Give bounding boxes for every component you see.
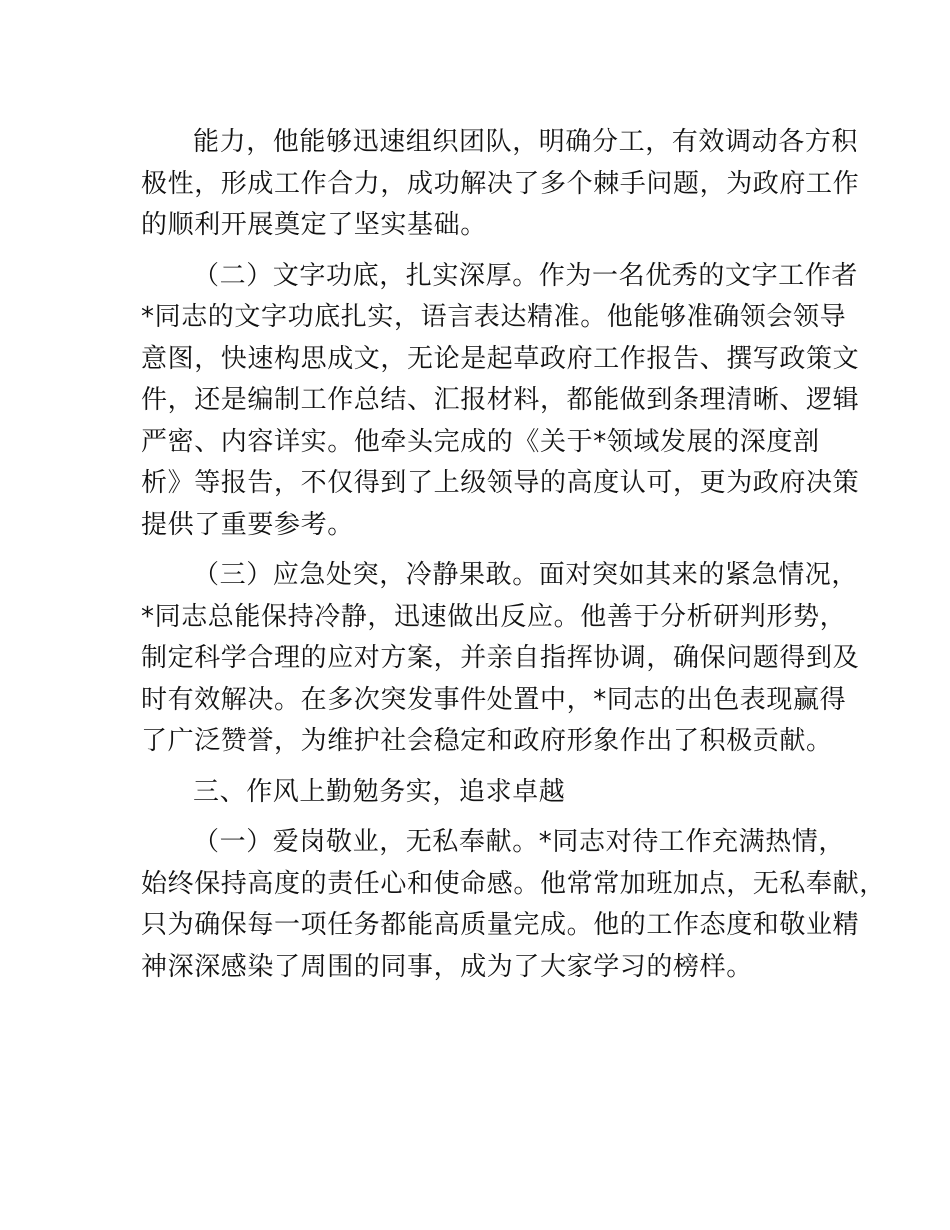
section-heading-text: 三、作风上勤勉务实，追求卓越 [193, 776, 566, 807]
subsection-heading-line: （三）应急处突，冷静果敢。面对突如其来的紧急情况， [193, 560, 859, 590]
text-line: 的顺利开展奠定了坚实基础。 [141, 210, 487, 240]
text-line: 严密、内容详实。他牵头完成的《关于*领域发展的深度剖 [141, 426, 820, 457]
text-line: 极性，形成工作合力，成功解决了多个棘手问题，为政府工作 [141, 168, 860, 199]
text-line: 析》等报告，不仅得到了上级领导的高度认可，更为政府决策 [141, 468, 860, 498]
subsection-heading-line: （二）文字功底，扎实深厚。作为一名优秀的文字工作者 [193, 260, 859, 291]
text-line: 意图，快速构思成文，无论是起草政府工作报告、撰写政策文 [141, 343, 860, 374]
text-line: 只为确保每一项任务都能高质量完成。他的工作态度和敬业精 [141, 910, 860, 940]
text-line: 始终保持高度的责任心和使命感。他常常加班加点，无私奉献， [141, 868, 886, 899]
text-line: 能力，他能够迅速组织团队，明确分工，有效调动各方积 [193, 127, 859, 157]
paragraph-ability [141, 122, 860, 247]
subsection-heading-line: （一）爱岗敬业，无私奉献。*同志对待工作充满热情， [193, 827, 846, 857]
text-line: 制定科学合理的应对方案，并亲自指挥协调，确保问题得到及 [141, 643, 860, 673]
text-line: 了广泛赞誉，为维护社会稳定和政府形象作出了积极贡献。 [141, 726, 833, 756]
paragraph-dedication [141, 822, 886, 988]
paragraph-writing-skill [141, 256, 860, 547]
document-body [141, 122, 886, 988]
section-heading [141, 772, 813, 814]
text-line: 神深深感染了周围的同事，成为了大家学习的榜样。 [141, 951, 753, 982]
text-line: 时有效解决。在多次突发事件处置中，*同志的出色表现赢得 [141, 684, 847, 715]
text-line: 件，还是编制工作总结、汇报材料，都能做到条理清晰、逻辑 [141, 385, 860, 415]
paragraph-emergency [141, 555, 860, 763]
text-line: 提供了重要参考。 [141, 509, 354, 540]
text-line: *同志的文字功底扎实，语言表达精准。他能够准确领会领导 [141, 302, 847, 332]
text-line: *同志总能保持冷静，迅速做出反应。他善于分析研判形势， [141, 601, 847, 632]
